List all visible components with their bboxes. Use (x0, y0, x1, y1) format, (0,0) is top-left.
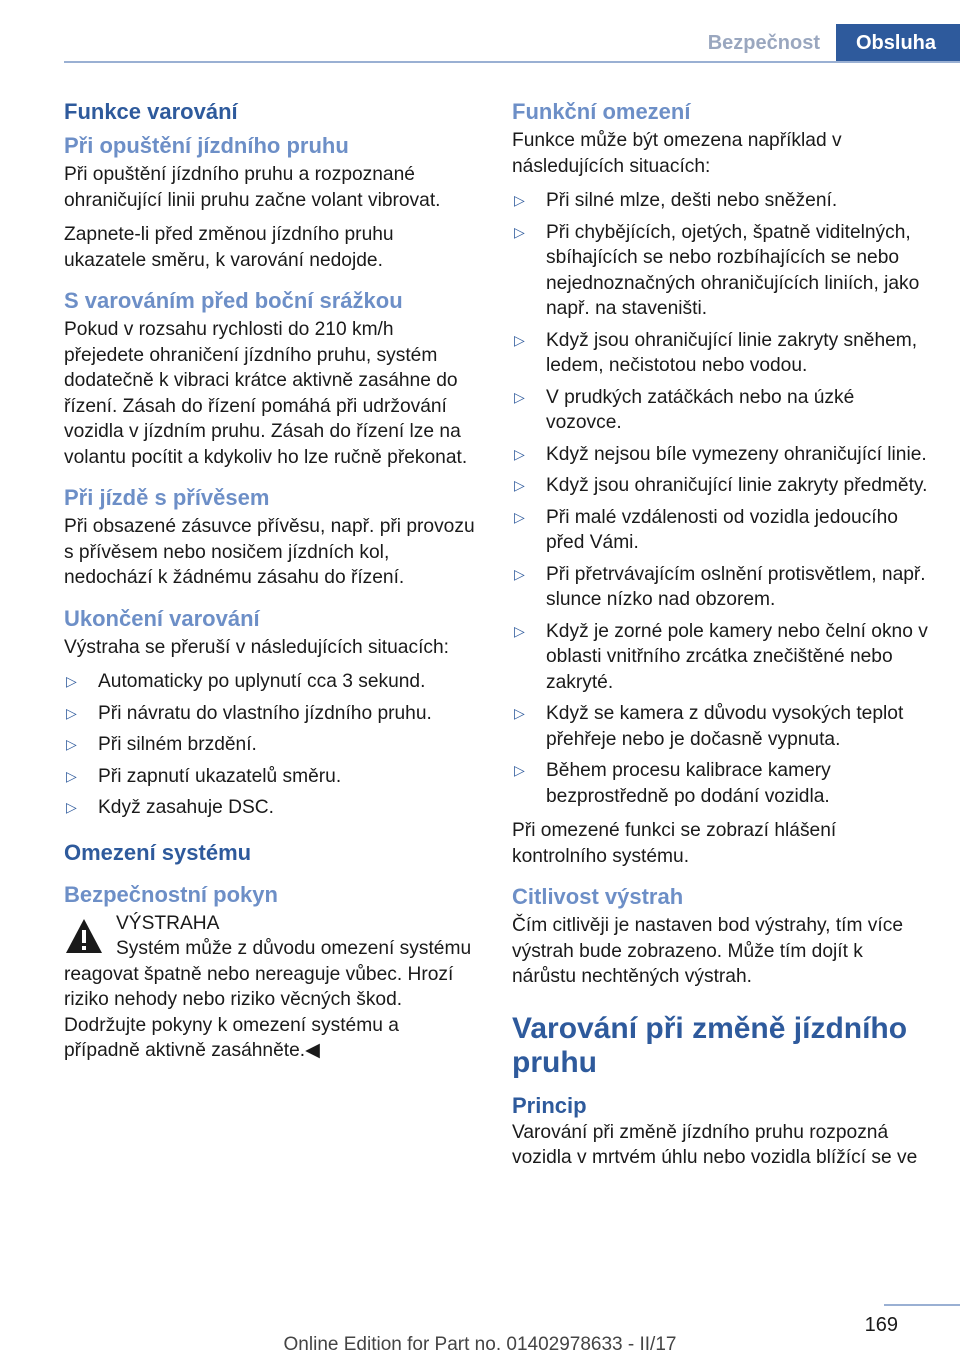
triangle-bullet-icon: ▷ (514, 388, 525, 405)
heading-principle: Princip (512, 1092, 587, 1118)
footer-divider (884, 1304, 960, 1306)
warning-triangle-icon (64, 917, 104, 955)
list-item: ▷ Během procesu kalibrace kamery bezprostředně po dodání vozidla. (514, 760, 831, 807)
chapter-title-lane-change-warning: Varování při změně jízdního pruhu (512, 1011, 908, 1079)
tab-obsluha[interactable]: Obsluha (836, 24, 960, 62)
triangle-bullet-icon: ▷ (514, 445, 525, 462)
page-number: 169 (864, 1314, 898, 1336)
section-title-warning-function: Funkce varování (64, 99, 238, 124)
list-function-limits (512, 188, 932, 809)
list-item: ▷ Když se kamera z důvodu vysokých teplot přehřeje nebo je dočasně vypnuta. (514, 703, 904, 750)
triangle-bullet-icon: ▷ (514, 477, 525, 493)
heading-function-limits: Funkční omezení (512, 99, 691, 124)
list-item: ▷ Při návratu do vlastního jízdního pruhu. (64, 701, 478, 727)
list-item: ▷ Při malé vzdálenosti od vozidla jedoucího před Vámi. (514, 506, 898, 553)
triangle-bullet-icon: ▷ (514, 705, 525, 721)
section-title-system-limits: Omezení systému (64, 839, 252, 865)
paragraph-warning-sensitivity: Čím citlivěji je nastaven bod výstrahy, tím více výstrah bude zobrazeno. Může tím dojít k nárůstu nechtěných výstrah. (512, 915, 903, 987)
heading-side-collision: S varováním před boční srážkou (64, 288, 403, 313)
list-item: ▷ Při silném brzdění. (64, 732, 478, 758)
list-end-warning (64, 669, 478, 821)
warning-label: VÝSTRAHA (116, 912, 220, 934)
warning-text-block (64, 911, 478, 1064)
list-item: ▷ Když zasahuje DSC. (64, 795, 478, 821)
triangle-bullet-icon: ▷ (514, 762, 525, 778)
list-item: ▷ Když je zorné pole kamery nebo čelní okno v oblasti vnitřního zrcátka znečištěné nebo zakryté. (514, 620, 928, 693)
triangle-bullet-icon: ▷ (66, 767, 77, 784)
heading-leaving-lane: Při opuštění jízdního pruhu (64, 133, 349, 158)
triangle-bullet-icon: ▷ (66, 799, 77, 815)
warning-box (64, 911, 478, 1064)
triangle-bullet-icon: ▷ (514, 622, 525, 639)
footer-edition-text: Online Edition for Part no. 01402978633 - II/17 (283, 1334, 677, 1355)
paragraph-trailer: Při obsazené zásuvce přívěsu, např. při provozu s přívěsem nebo nosičem jízdních kol, nedochází k žádnému zásahu do řízení. (64, 516, 475, 588)
list-item: ▷ Při přetrvávajícím oslnění protisvětlem, např. slunce nízko nad obzorem. (514, 563, 926, 610)
list-item: ▷ Při zapnutí ukazatelů směru. (64, 764, 478, 790)
tab-bezpecnost[interactable]: Bezpečnost (707, 32, 820, 54)
warning-text: Systém může z důvodu omezení systému reagovat špatně nebo nereaguje vůbec. Hrozí riziko nehody nebo riziko věcných škod. Dodržujte pokyny k omezení systému a případně aktivně zasáhněte.◀ (64, 938, 472, 1061)
header-divider (64, 61, 960, 63)
paragraph-function-limits: Funkce může být omezena například v následujících situacích: (512, 130, 842, 177)
list-item: ▷ Když jsou ohraničující linie zakryty sněhem, ledem, nečistotou nebo vodou. (514, 329, 918, 376)
paragraph-function-limits-message: Při omezené funkci se zobrazí hlášení kontrolního systému. (512, 820, 837, 867)
list-item: ▷ Když nejsou bíle vymezeny ohraničující linie. (512, 442, 932, 468)
triangle-bullet-icon: ▷ (66, 673, 77, 689)
triangle-bullet-icon: ▷ (514, 223, 525, 240)
paragraph-leaving-lane-1: Při opuštění jízdního pruhu a rozpoznané ohraničující linii pruhu začne volant vibrovat. (64, 164, 441, 211)
triangle-bullet-icon: ▷ (514, 565, 525, 582)
triangle-bullet-icon: ▷ (514, 508, 525, 525)
paragraph-end-warning: Výstraha se přeruší v následujících situacích: (64, 636, 449, 658)
paragraph-leaving-lane-2: Zapnete-li před změnou jízdního pruhu ukazatele směru, k varování nedojde. (64, 224, 394, 271)
right-column (512, 98, 932, 1180)
heading-trailer: Při jízdě s přívěsem (64, 485, 270, 510)
triangle-bullet-icon: ▷ (514, 192, 525, 208)
list-item: ▷ Automaticky po uplynutí cca 3 sekund. (64, 669, 478, 695)
left-column (64, 98, 478, 1064)
heading-warning-sensitivity: Citlivost výstrah (512, 884, 684, 909)
paragraph-principle: Varování při změně jízdního pruhu rozpozná vozidla v mrtvém úhlu nebo vozidla blížící se ve (512, 1121, 918, 1168)
triangle-bullet-icon: ▷ (514, 331, 525, 348)
triangle-bullet-icon: ▷ (66, 736, 77, 752)
heading-end-warning: Ukončení varování (64, 605, 260, 631)
list-item: ▷ V prudkých zatáčkách nebo na úzké vozovce. (514, 386, 855, 433)
list-item: ▷ Když jsou ohraničující linie zakryty předměty. (512, 473, 932, 499)
triangle-bullet-icon: ▷ (66, 704, 77, 721)
paragraph-side-collision: Pokud v rozsahu rychlosti do 210 km/h přejedete ohraničení jízdního pruhu, systém dodatečně k vibraci krátce aktivně zasáhne do řízení. Zásah do řízení pomáhá při udržování vozidla v jízdním pruhu. Zásah do řízení lze na volantu pocítit a kdykoliv ho lze ručně překonat. (64, 319, 468, 468)
header-tabs (692, 24, 960, 62)
list-item: ▷ Při chybějících, ojetých, špatně viditelných, sbíhajících se nebo rozbíhajících se nebo nejednoznačných ohraničujících liniích, jako např. na staveništi. (514, 221, 920, 319)
heading-safety-note: Bezpečnostní pokyn (64, 881, 278, 907)
list-item: ▷ Při silné mlze, dešti nebo sněžení. (512, 188, 932, 214)
